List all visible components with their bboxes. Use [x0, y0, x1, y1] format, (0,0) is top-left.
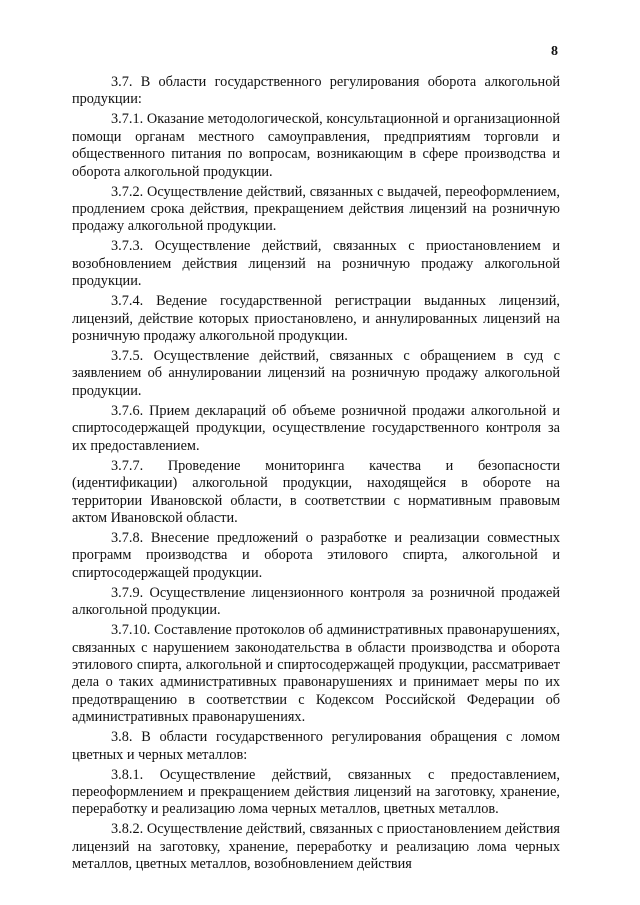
page-number: 8	[551, 44, 558, 59]
paragraph-3-7-10	[72, 622, 560, 726]
paragraph-3-7-1	[72, 111, 560, 181]
paragraph-text: Составление протоколов об административных правонарушениях, связанных с нарушением законодательства в области производства и оборота этилового спирта, алкогольной и спиртосодержащей продукции, рассматривает дела о таких административных правонарушениях и принимает меры по их предотвращению в соответствии с Кодексом Российской Федерации об административных правонарушениях.	[72, 622, 560, 726]
paragraph-3-7-9	[72, 585, 560, 620]
paragraph-text: В области государственного регулирования оборота алкогольной продукции:	[72, 74, 560, 108]
paragraph-number: 3.7.9.	[111, 584, 144, 601]
paragraph-3-7-5	[72, 348, 560, 400]
paragraph-3-7-7	[72, 458, 560, 528]
paragraph-number: 3.7.8.	[111, 529, 144, 546]
paragraph-text: Осуществление действий, связанных с выдачей, переоформлением, продлением срока действия, прекращением действия лицензий на розничную продажу алкогольной продукции.	[72, 183, 561, 235]
paragraph-text: В области государственного регулирования обращения с ломом цветных и черных металлов:	[72, 729, 560, 763]
paragraph-number: 3.7.3.	[111, 238, 144, 255]
paragraph-3-8	[72, 729, 560, 764]
paragraph-3-7	[72, 74, 560, 109]
paragraph-text: Осуществление действий, связанных с приостановлением действия лицензий на заготовку, хранение, переработку и реализацию лома черных металлов, цветных металлов, возобновлением действия	[72, 821, 560, 873]
paragraph-number: 3.7.4.	[111, 293, 144, 310]
paragraph-3-8-1	[72, 767, 560, 819]
paragraph-text: Внесение предложений о разработке и реализации совместных программ производства и оборота этилового спирта, алкогольной и спиртосодержащей продукции.	[72, 529, 560, 581]
paragraph-text: Ведение государственной регистрации выданных лицензий, лицензий, действие которых приостановлено, и аннулированных лицензий на розничную продажу алкогольной продукции.	[72, 293, 560, 345]
paragraph-number: 3.8.2.	[111, 821, 144, 838]
paragraph-3-7-8	[72, 530, 560, 582]
paragraph-text: Осуществление действий, связанных с приостановлением и возобновлением действия лицензий на розничную продажу алкогольной продукции.	[72, 238, 561, 290]
paragraph-number: 3.7.7.	[111, 457, 144, 474]
paragraph-number: 3.8.	[111, 729, 133, 746]
paragraph-3-7-6	[72, 403, 560, 455]
paragraph-3-7-4	[72, 293, 560, 345]
paragraph-3-7-3	[72, 238, 560, 290]
paragraph-number: 3.7.1.	[111, 111, 144, 128]
paragraph-number: 3.7.6.	[111, 402, 144, 419]
paragraph-text: Осуществление действий, связанных с обращением в суд с заявлением об аннулировании лицензий на розничную продажу алкогольной продукции.	[72, 348, 560, 399]
paragraph-number: 3.7.5.	[111, 348, 144, 365]
paragraph-text: Оказание методологической, консультационной и организационной помощи органам местного самоуправления, предприятиям торговли и общественного питания по вопросам, возникающим в сфере производства и оборота алкогольной продукции.	[72, 111, 560, 180]
paragraph-number: 3.7.10.	[111, 622, 151, 639]
paragraph-3-8-2	[72, 821, 560, 873]
paragraph-text: Проведение мониторинга качества и безопасности (идентификации) алкогольной продукции, находящейся в обороте на территории Ивановской области, в соответствии с нормативным правовым актом Ивановской области.	[72, 457, 561, 526]
paragraph-text: Осуществление лицензионного контроля за розничной продажей алкогольной продукции.	[72, 584, 560, 619]
paragraph-number: 3.7.	[111, 74, 133, 90]
paragraph-number: 3.7.2.	[111, 183, 144, 200]
paragraph-3-7-2	[72, 184, 560, 236]
paragraph-number: 3.8.1.	[111, 766, 144, 783]
paragraph-text: Прием деклараций об объеме розничной продажи алкогольной и спиртосодержащей продукции, осуществление государственного контроля за их предоставлением.	[72, 402, 561, 454]
paragraph-text: Осуществление действий, связанных с предоставлением, переоформлением и прекращением действия лицензий на заготовку, хранение, переработку и реализацию лома черных металлов, цветных металлов.	[72, 766, 561, 818]
document-body	[72, 74, 560, 876]
